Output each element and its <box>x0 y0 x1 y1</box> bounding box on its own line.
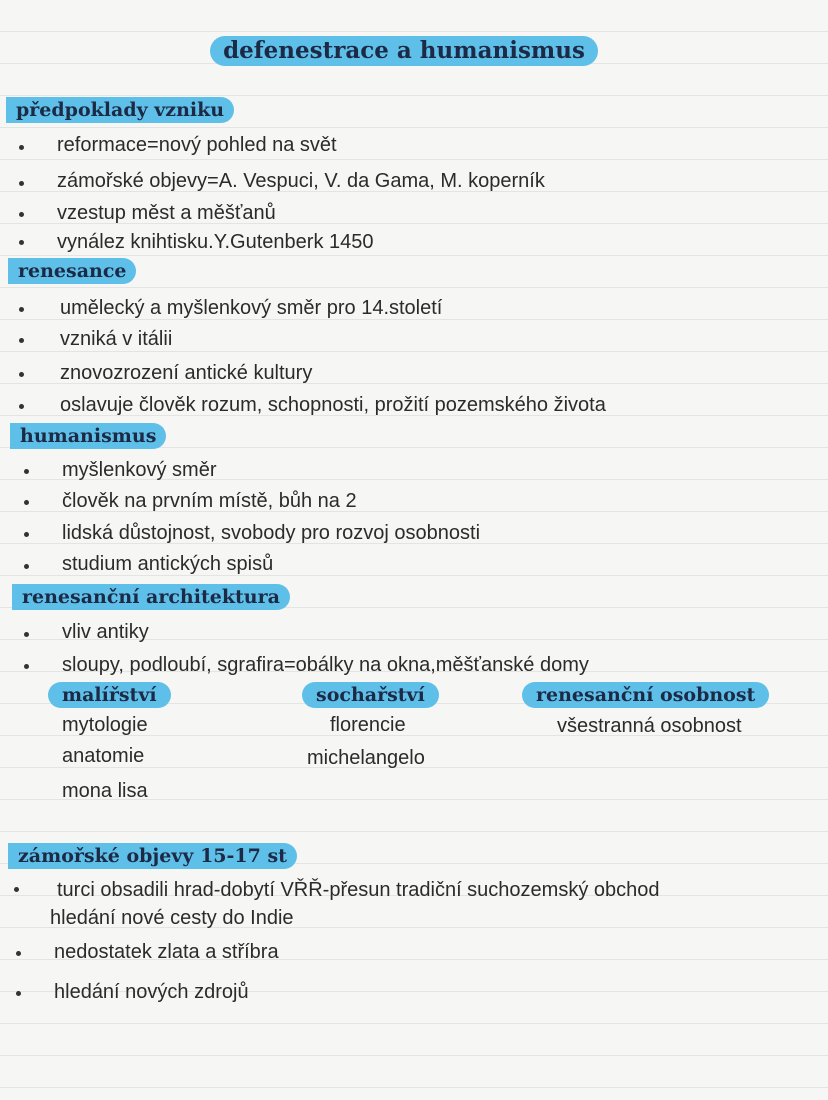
section-heading-renesance: renesance <box>8 258 136 284</box>
section-heading-objevy: zámořské objevy 15-17 st <box>8 843 297 869</box>
bullet-icon <box>16 991 21 996</box>
bullet-icon <box>19 212 24 217</box>
column-item: anatomie <box>62 745 145 767</box>
column-heading-malirstvi: malířství <box>48 682 171 708</box>
bullet-icon <box>24 664 29 669</box>
list-item: nedostatek zlata a stříbra <box>54 941 279 963</box>
list-item: lidská důstojnost, svobody pro rozvoj osobnosti <box>62 522 481 544</box>
page-title: defenestrace a humanismus <box>210 36 598 66</box>
bullet-icon <box>19 307 24 312</box>
section-heading-architektura: renesanční architektura <box>12 584 290 610</box>
bullet-icon <box>24 500 29 505</box>
list-item: oslavuje člověk rozum, schopnosti, prožití pozemského života <box>60 394 606 416</box>
column-item: florencie <box>330 714 406 736</box>
bullet-icon <box>24 532 29 537</box>
list-item: vliv antiky <box>62 621 149 643</box>
column-heading-osobnost: renesanční osobnost <box>522 682 769 708</box>
list-item: myšlenkový směr <box>62 459 217 481</box>
list-item: umělecký a myšlenkový směr pro 14.století <box>60 297 443 319</box>
section-heading-humanismus: humanismus <box>10 423 166 449</box>
list-item: studium antických spisů <box>62 553 274 575</box>
list-item-continuation: hledání nové cesty do Indie <box>50 907 294 929</box>
list-item: zámořské objevy=A. Vespuci, V. da Gama, M. koperník <box>57 170 545 192</box>
column-item: všestranná osobnost <box>557 715 742 737</box>
list-item: vynález knihtisku.Y.Gutenberk 1450 <box>57 231 374 253</box>
bullet-icon <box>19 145 24 150</box>
bullet-icon <box>24 564 29 569</box>
bullet-icon <box>19 240 24 245</box>
list-item: člověk na prvním místě, bůh na 2 <box>62 490 357 512</box>
bullet-icon <box>19 181 24 186</box>
list-item: znovozrození antické kultury <box>60 362 313 384</box>
column-item: mytologie <box>62 714 148 736</box>
bullet-icon <box>19 372 24 377</box>
list-item: sloupy, podloubí, sgrafira=obálky na okna,měšťanské domy <box>62 654 589 676</box>
bullet-icon <box>14 887 19 892</box>
bullet-icon <box>16 951 21 956</box>
column-heading-socharstvi: sochařství <box>302 682 439 708</box>
column-item: michelangelo <box>307 747 425 769</box>
bullet-icon <box>24 632 29 637</box>
list-item: turci obsadili hrad-dobytí VŘŘ-přesun tradiční suchozemský obchod <box>57 879 660 901</box>
bullet-icon <box>19 338 24 343</box>
column-item: mona lisa <box>62 780 148 802</box>
section-heading-predpoklady: předpoklady vzniku <box>6 97 234 123</box>
list-item: reformace=nový pohled na svět <box>57 134 337 156</box>
bullet-icon <box>19 404 24 409</box>
bullet-icon <box>24 469 29 474</box>
list-item: vzestup měst a měšťanů <box>57 202 276 224</box>
list-item: hledání nových zdrojů <box>54 981 249 1003</box>
list-item: vzniká v itálii <box>60 328 173 350</box>
